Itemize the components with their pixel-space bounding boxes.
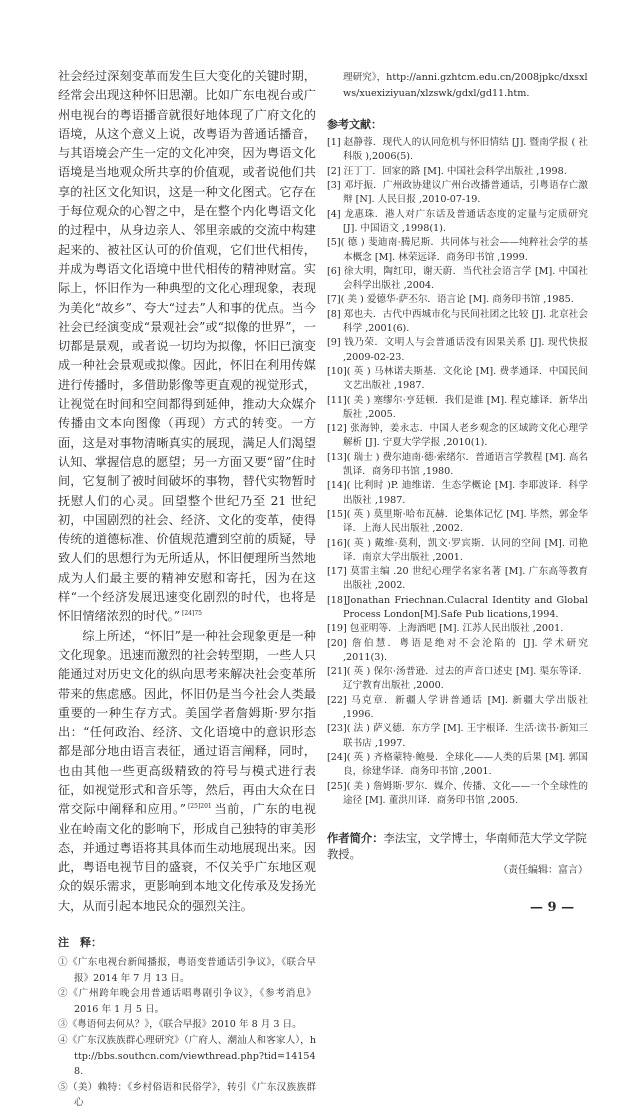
page-number: — 9 —: [530, 900, 575, 916]
note-item: ②《广州跨年晚会用普通话唱粤剧引争议》，《参考消息》2016 年 1 月 5 日。: [58, 988, 316, 1015]
note-item: ①《广东电视台新闻播报，粤语变普通话引争议》，《联合早报》2014 年 7 月 13 日。: [58, 957, 316, 984]
responsible-editor: （责任编辑：富言）: [498, 865, 588, 877]
right-column: [327, 70, 588, 917]
reference-item: [2] 汪丁丁．回家的路 [M]. 中国社会科学出版社 ,1998.: [327, 165, 567, 177]
reference-item: [7]( 美 ) 爱德华·萨丕尔．语言论 [M]. 商务印书馆 ,1985.: [327, 294, 574, 306]
reference-item: [22] 马克章．新疆人学讲普通话 [M]. 新疆大学出版社 ,1996.: [327, 694, 588, 721]
reference-item: [4] 龙惠珠．港人对广东话及普通话态度的定量与定质研究 [J]. 中国语文 ,1998(1).: [327, 208, 588, 234]
reference-item: [9] 钱乃荣．文明人与会普通话没有因果关系 [J]. 现代快报 ,2009-02-23.: [327, 337, 588, 363]
reference-item: [8] 郑也夫．古代中西城市化与民间社团之比较 [J]. 北京社会科学 ,2001(6).: [327, 308, 588, 335]
reference-item: [16]( 英 ) 戴维·莫利，凯文·罗宾斯．认同的空间 [M]. 司艳译．南京大学出版社 ,2001.: [327, 537, 588, 563]
reference-item: [15]( 英 ) 莫里斯·哈布瓦赫．论集体记忆 [M]. 毕然，郭金华译．上海人民出版社 ,2002.: [327, 508, 588, 535]
reference-item: [6] 徐大明，陶红印，谢天蔚．当代社会语言学 [M]. 中国社会科学出版社 ,2004.: [327, 265, 588, 292]
paragraph-text: 综上所述，“怀旧”是一种社会现象更是一种文化现象。迅速而激烈的社会转型期，一些人只能通过对历史文化的纵向思考来解决社会变革所带来的焦虑感。因此，怀旧仍是当今社会人类最重要的一种生存方式。美国学者詹姆斯·罗尔指出：“任何政治、经济、文化语境中的意识形态都是部分地由语言表征，通过语言阐释，同时，也由其他一些更高级精致的符号与模式进行表征，如视觉形式和音乐等，然后，再由大众在日常交际中阐释和应用。”: [58, 628, 316, 817]
left-column: [58, 67, 316, 1111]
author-bio: [327, 830, 588, 863]
reference-item: [20] 詹伯慧．粤语是绝对不会沦陷的 [J]. 学术研究 ,2011(3).: [327, 637, 588, 663]
reference-item: [17] 莫雷主编 .20 世纪心理学名家名著 [M]. 广东高等教育出版社 ,2002.: [327, 566, 588, 592]
paragraph-text: 当前，广东的电视业在岭南文化的影响下，形成自己独特的审美形态，并通过粤语将其具体而生动地展现出来。因此，粤语电视节目的盛衰，不仅关乎广东地区观众的娱乐需求，更影响到本地文化传承及发扬光大，从而引起本地民众的强烈关注。: [58, 802, 316, 913]
note-5-continuation: 理研究》，http://anni.gzhtcm.edu.cn/2008jpkc/dxsxlws/xuexiziyuan/xlzswk/gdxl/gd11.htm.: [343, 72, 588, 99]
reference-item: [18]Jonathan Friechnan.Culacral Identity and Global Process London[M].Safe Pub lications,1994.: [327, 594, 588, 620]
author-text: 李法宝，文学博士，华南师范大学文学院教授。: [327, 832, 587, 862]
reference-item: [21]( 英 ) 保尔·汤普逊．过去的声音口述史 [M]. 渠东等译．辽宁教育出版社 ,2000.: [327, 666, 588, 692]
reference-item: [12] 张海钟，姜永志．中国人老乡观念的区域跨文化心理学解析 [J]. 宁夏大学学报 ,2010(1).: [327, 423, 588, 449]
reference-item: [14]( 比利时 )P. 迪维诺．生态学概论 [M]. 李耶波译．科学出版社 ,1987.: [327, 480, 588, 506]
references-list: [327, 136, 588, 808]
note-item: ③《粤语何去何从？》，《联合早报》2010 年 8 月 3 日。: [58, 1019, 302, 1031]
reference-item: [11]( 美 ) 塞缪尔·亨廷顿．我们是谁 [M]. 程克雄译．新华出版社 ,2005.: [327, 394, 588, 420]
references-heading: 参考文献：: [327, 118, 382, 132]
reference-item: [23]( 法 ) 萨义德．东方学 [M]. 王宇根译．生活·读书·新知三联书店 ,1997.: [327, 723, 588, 749]
body-paragraph-1: [58, 67, 316, 627]
reference-item: [5]( 德 ) 斐迪南·腾尼斯．共同体与社会——纯粹社会学的基本概念 [M]. 林荣远译．商务印书馆 ,1999.: [327, 237, 588, 263]
reference-item: [1] 赵静蓉．现代人的认同危机与怀旧情结 [J]. 暨南学报 ( 社科版 ),2006(5).: [327, 137, 588, 163]
note-item: ⑤（美）赖特：《乡村俗语和民俗学》，转引《广东汉族族群心: [58, 1081, 316, 1109]
paragraph-text: 社会经过深刻变革而发生巨大变化的关键时期，经常会出现这种怀旧思潮。比如广东电视台或广州电视台的粤语播音就很好地体现了广府文化的语境，从这个意义上说，改粤语为普通话播音，与其语境会产生一定的文化冲突，因为粤语文化语境是当地观众所共享的价值观，或者说他们共享的社区文化知识，这是一种文化图式。它存在于每位观众的心智之中，是在整个内化粤语文化的过程中，从身边亲人、邻里亲戚的交流中构建起来的、被社区认可的价值观，它们世代相传，并成为粤语文化语境中世代相传的精神财富。实际上，怀旧作为一种典型的文化心理现象，表现为美化“故乡”、夸大“过去”人和事的优点。当今社会已经演变成“景观社会”或“拟像的世界”，一切都是景观，或者说一切均为拟像，怀旧已演变成一种社会景观或拟像。因此，怀旧在利用传媒进行传播时，多借助影像等更直观的视觉形式，让视觉在时间和空间都得到延伸，推动大众媒介传播由文本向图像（再现）方式的转变。一方面，这是对事物清晰真实的展现，满足人们渴望认知、掌握信息的愿望；另一方面又要“留”住时间，它复制了被时间破坏的事物，替代实物暂时抚慰人们的心灵。回望整个世纪乃至 21 世纪初，中国剧烈的社会、经济、文化的变革，使得传统的道德标准、价值规范遭到空前的质疑，导致人们的思想行为无所适从，怀旧便理所当然地成为人们最主要的精神安慰和寄托，因为在这样“一个经济发展迅速变化剧烈的时代，也将是怀旧情绪浓烈的时代。”: [58, 69, 316, 624]
reference-item: [3] 邓圩振．广州政协建议广州台改播普通话，引粤语存亡激辩 [N]. 人民日报 ,2010-07-19.: [327, 180, 588, 206]
citation-25: [25]201: [187, 803, 212, 811]
note-item: ④《广东汉族族群心理研究》（广府人、潮汕人和客家人），http://bbs.southcn.com/viewthread.php?tid=141548.: [58, 1035, 316, 1078]
reference-item: [13]( 瑞士 ) 费尔迪南·德·索绪尔．普通语言学教程 [M]. 高名凯译．商务印书馆 ,1980.: [327, 451, 588, 478]
reference-item: [25]( 美 ) 詹姆斯·罗尔．媒介、传播、文化——一个全球性的途径 [M]. 董洪川译．商务印书馆 ,2005.: [327, 780, 588, 806]
reference-item: [10]( 英 ) 马林诺夫斯基．文化论 [M]. 费孝通译．中国民间文艺出版社 ,1987.: [327, 365, 588, 392]
reference-item: [24]( 英 ) 齐格蒙特·鲍曼．全球化——人类的后果 [M]. 郭国良，徐建华译．商务印书馆 ,2001.: [327, 751, 588, 778]
notes-heading: 注 释：: [58, 936, 102, 950]
body-paragraph-2: [58, 627, 316, 916]
citation-24: [24]75: [182, 610, 202, 618]
reference-item: [19] 包亚明等．上海酒吧 [M]. 江苏人民出版社 ,2001.: [327, 623, 564, 635]
author-label: 作者简介：: [327, 831, 384, 846]
